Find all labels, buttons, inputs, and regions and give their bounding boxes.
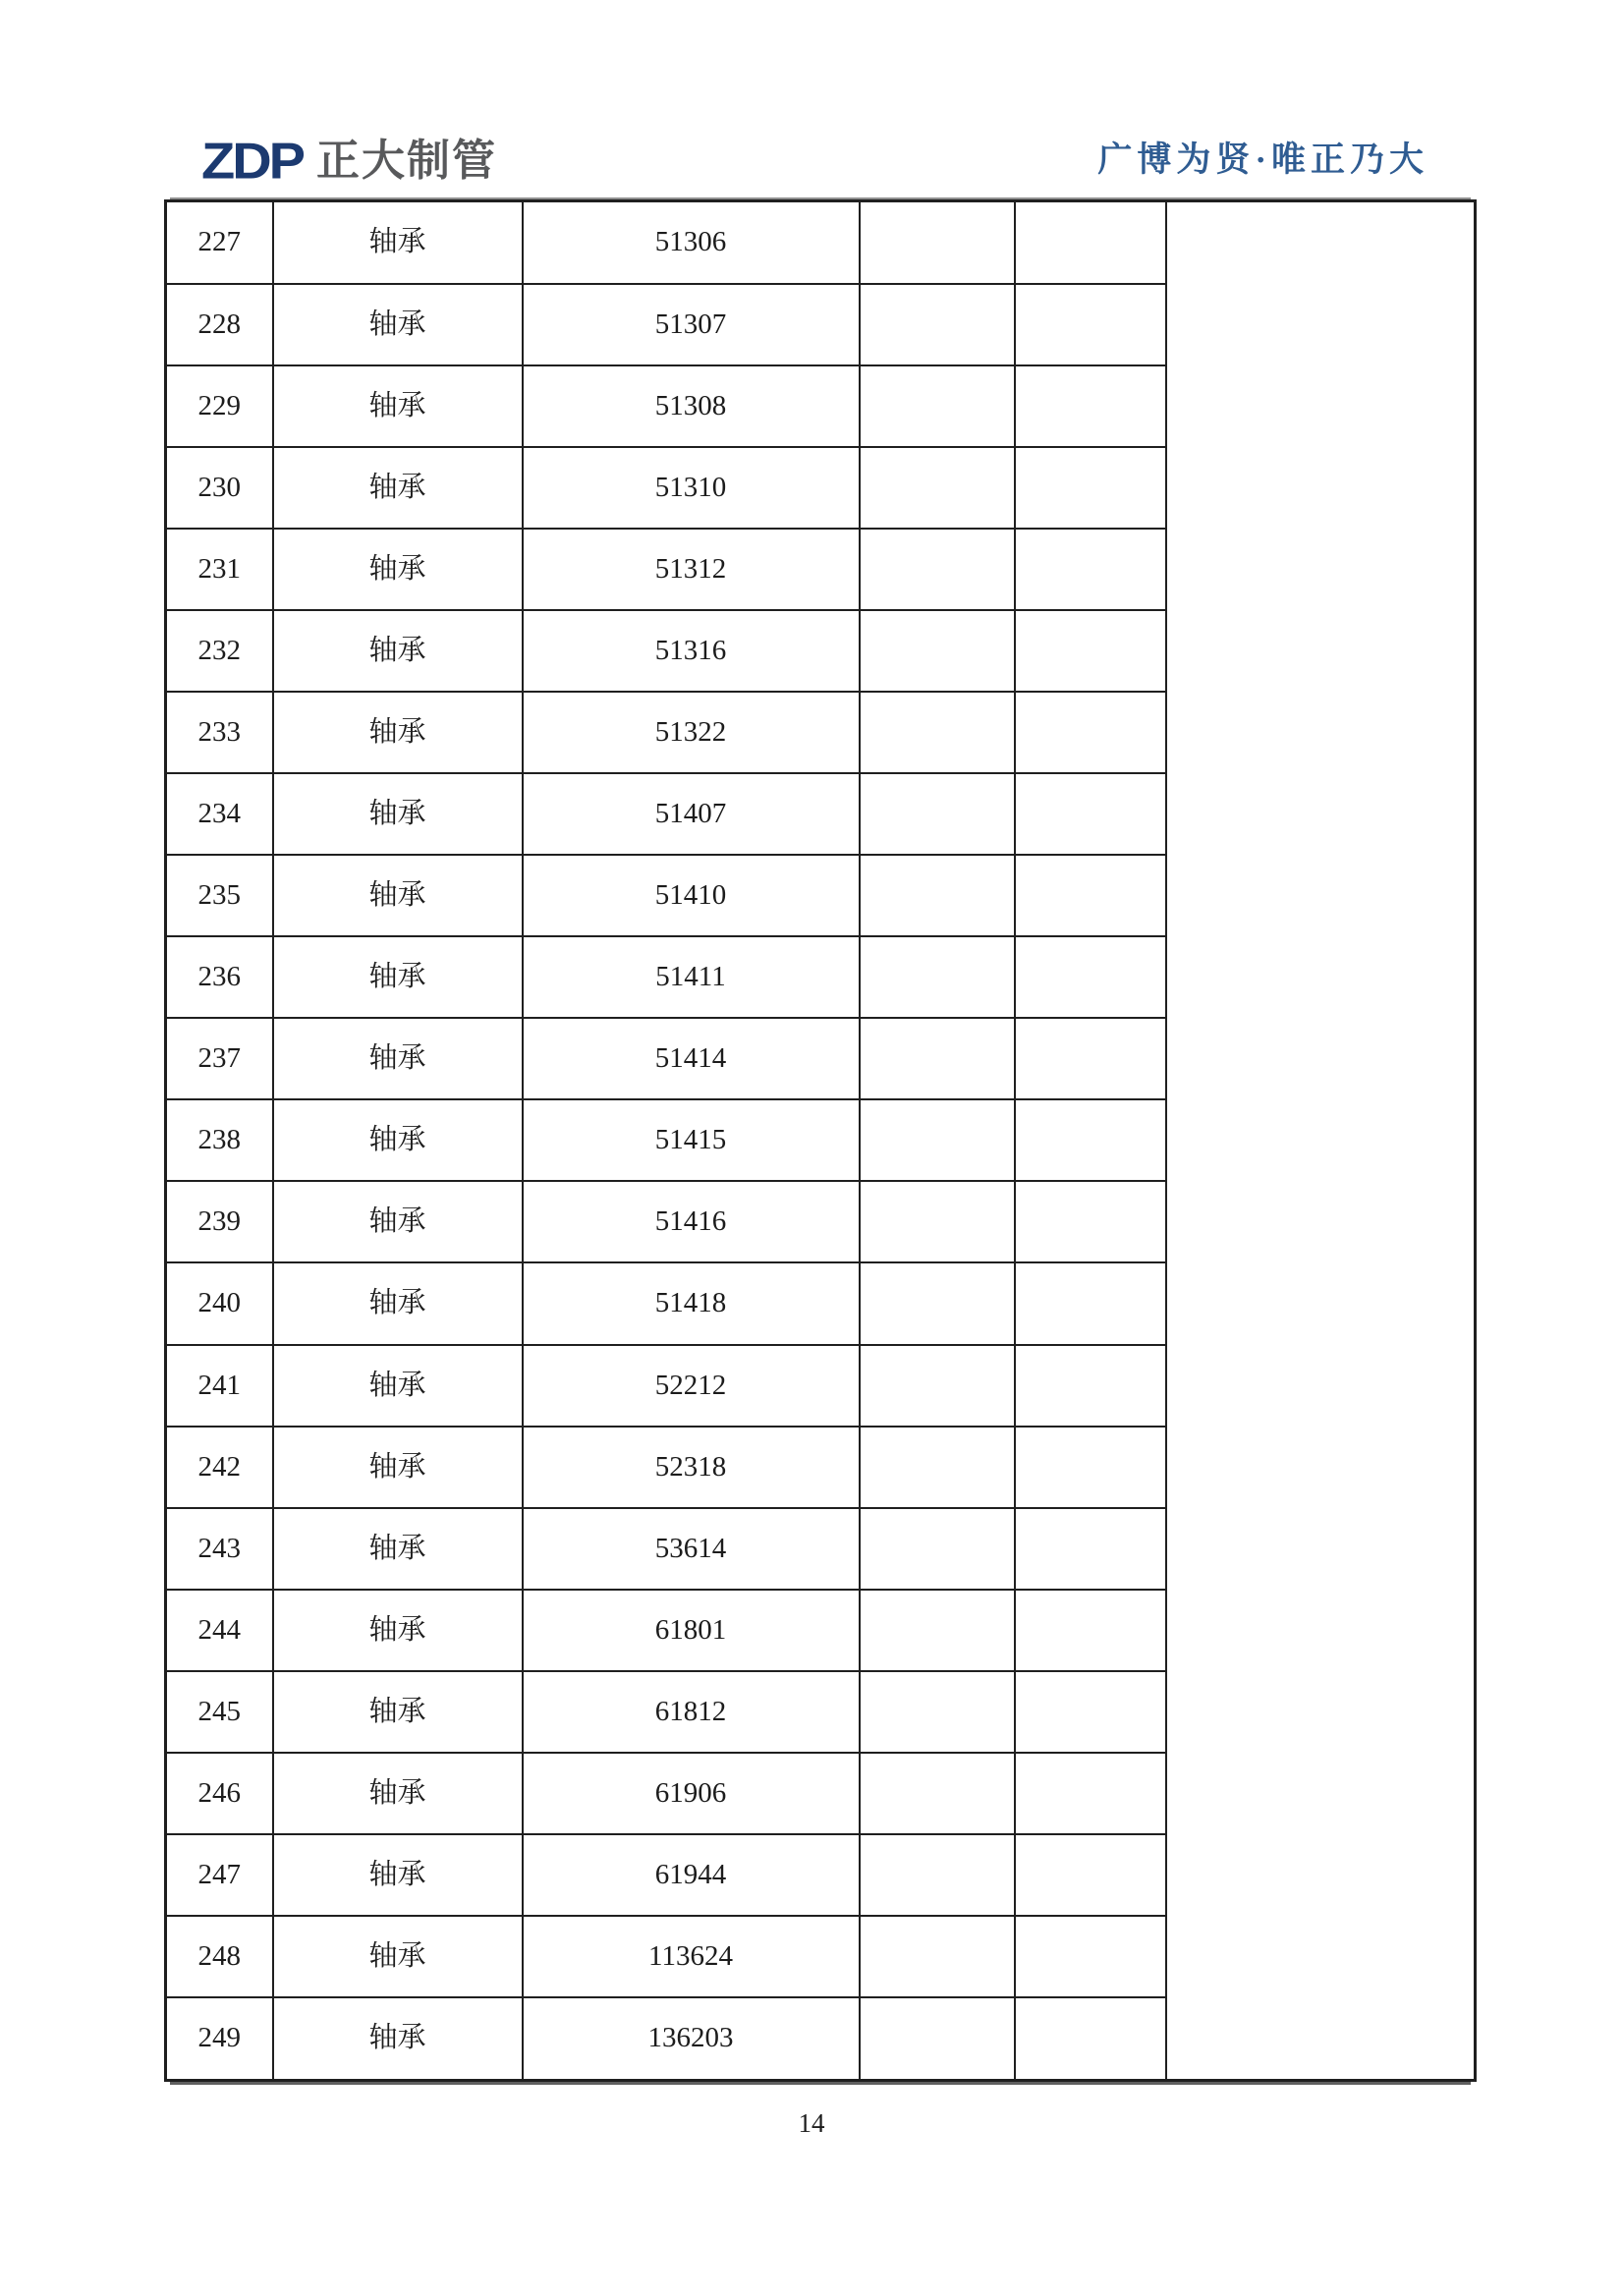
empty-cell bbox=[860, 1671, 1015, 1753]
model-number-cell: 51415 bbox=[523, 1099, 860, 1181]
row-number-cell: 246 bbox=[166, 1753, 273, 1834]
empty-cell bbox=[860, 529, 1015, 610]
item-name-cell: 轴承 bbox=[273, 692, 523, 773]
empty-cell bbox=[1015, 1916, 1166, 1997]
empty-cell bbox=[1015, 610, 1166, 692]
parts-table bbox=[164, 199, 1474, 2082]
empty-cell bbox=[1015, 1345, 1166, 1427]
empty-cell bbox=[860, 1181, 1015, 1262]
empty-cell bbox=[860, 1018, 1015, 1099]
model-number-cell: 61906 bbox=[523, 1753, 860, 1834]
row-number-cell: 228 bbox=[166, 284, 273, 365]
item-name-cell: 轴承 bbox=[273, 284, 523, 365]
row-number-cell: 240 bbox=[166, 1262, 273, 1344]
item-name-cell: 轴承 bbox=[273, 773, 523, 855]
model-number-cell: 51322 bbox=[523, 692, 860, 773]
model-number-cell: 51308 bbox=[523, 365, 860, 447]
model-number-cell: 51316 bbox=[523, 610, 860, 692]
model-number-cell: 51407 bbox=[523, 773, 860, 855]
model-number-cell: 52318 bbox=[523, 1427, 860, 1508]
item-name-cell: 轴承 bbox=[273, 1671, 523, 1753]
zdp-logo-icon: ZDP bbox=[201, 132, 303, 190]
empty-cell bbox=[1015, 1508, 1166, 1590]
row-number-cell: 243 bbox=[166, 1508, 273, 1590]
item-name-cell: 轴承 bbox=[273, 529, 523, 610]
page-number: 14 bbox=[798, 2108, 825, 2138]
empty-cell bbox=[1015, 365, 1166, 447]
model-number-cell: 51310 bbox=[523, 447, 860, 529]
item-name-cell: 轴承 bbox=[273, 365, 523, 447]
empty-cell bbox=[1015, 692, 1166, 773]
item-name-cell: 轴承 bbox=[273, 1997, 523, 2081]
empty-cell bbox=[860, 201, 1015, 284]
item-name-cell: 轴承 bbox=[273, 1508, 523, 1590]
row-number-cell: 244 bbox=[166, 1590, 273, 1671]
empty-cell bbox=[1015, 201, 1166, 284]
empty-cell bbox=[860, 284, 1015, 365]
empty-cell bbox=[1015, 773, 1166, 855]
empty-cell bbox=[860, 1997, 1015, 2081]
model-number-cell: 61812 bbox=[523, 1671, 860, 1753]
empty-cell bbox=[860, 1508, 1015, 1590]
item-name-cell: 轴承 bbox=[273, 936, 523, 1018]
empty-cell bbox=[1015, 284, 1166, 365]
model-number-cell: 51312 bbox=[523, 529, 860, 610]
empty-cell bbox=[1015, 1753, 1166, 1834]
empty-cell bbox=[1015, 1099, 1166, 1181]
row-number-cell: 242 bbox=[166, 1427, 273, 1508]
model-number-cell: 51410 bbox=[523, 855, 860, 936]
model-number-cell: 113624 bbox=[523, 1916, 860, 1997]
model-number-cell: 53614 bbox=[523, 1508, 860, 1590]
empty-cell bbox=[1015, 1181, 1166, 1262]
row-number-cell: 234 bbox=[166, 773, 273, 855]
row-number-cell: 238 bbox=[166, 1099, 273, 1181]
model-number-cell: 51411 bbox=[523, 936, 860, 1018]
table-body bbox=[166, 201, 1476, 2081]
model-number-cell: 51306 bbox=[523, 201, 860, 284]
empty-cell bbox=[860, 1834, 1015, 1916]
empty-cell bbox=[860, 1427, 1015, 1508]
model-number-cell: 51416 bbox=[523, 1181, 860, 1262]
row-number-cell: 241 bbox=[166, 1345, 273, 1427]
empty-cell bbox=[1015, 1671, 1166, 1753]
page-header bbox=[0, 0, 1623, 196]
row-number-cell: 247 bbox=[166, 1834, 273, 1916]
empty-cell bbox=[860, 1099, 1015, 1181]
item-name-cell: 轴承 bbox=[273, 1345, 523, 1427]
empty-cell bbox=[860, 610, 1015, 692]
empty-cell bbox=[860, 855, 1015, 936]
item-name-cell: 轴承 bbox=[273, 1262, 523, 1344]
company-logo bbox=[201, 134, 497, 189]
empty-cell bbox=[1015, 1018, 1166, 1099]
empty-cell bbox=[860, 1345, 1015, 1427]
row-number-cell: 231 bbox=[166, 529, 273, 610]
model-number-cell: 61801 bbox=[523, 1590, 860, 1671]
remarks-merged-cell bbox=[1166, 201, 1476, 2081]
model-number-cell: 51307 bbox=[523, 284, 860, 365]
item-name-cell: 轴承 bbox=[273, 855, 523, 936]
company-slogan: 广博为贤·唯正乃大 bbox=[1097, 140, 1428, 179]
row-number-cell: 227 bbox=[166, 201, 273, 284]
empty-cell bbox=[860, 447, 1015, 529]
empty-cell bbox=[1015, 1834, 1166, 1916]
model-number-cell: 51414 bbox=[523, 1018, 860, 1099]
empty-cell bbox=[860, 1590, 1015, 1671]
empty-cell bbox=[860, 365, 1015, 447]
empty-cell bbox=[1015, 447, 1166, 529]
row-number-cell: 235 bbox=[166, 855, 273, 936]
model-number-cell: 51418 bbox=[523, 1262, 860, 1344]
model-number-cell: 52212 bbox=[523, 1345, 860, 1427]
empty-cell bbox=[860, 773, 1015, 855]
row-number-cell: 237 bbox=[166, 1018, 273, 1099]
empty-cell bbox=[860, 1753, 1015, 1834]
row-number-cell: 230 bbox=[166, 447, 273, 529]
empty-cell bbox=[860, 1916, 1015, 1997]
row-number-cell: 236 bbox=[166, 936, 273, 1018]
item-name-cell: 轴承 bbox=[273, 1916, 523, 1997]
item-name-cell: 轴承 bbox=[273, 201, 523, 284]
row-number-cell: 233 bbox=[166, 692, 273, 773]
empty-cell bbox=[1015, 529, 1166, 610]
empty-cell bbox=[1015, 1997, 1166, 2081]
item-name-cell: 轴承 bbox=[273, 1834, 523, 1916]
row-number-cell: 245 bbox=[166, 1671, 273, 1753]
model-number-cell: 61944 bbox=[523, 1834, 860, 1916]
empty-cell bbox=[860, 692, 1015, 773]
empty-cell bbox=[1015, 1427, 1166, 1508]
item-name-cell: 轴承 bbox=[273, 1590, 523, 1671]
empty-cell bbox=[1015, 1262, 1166, 1344]
item-name-cell: 轴承 bbox=[273, 1099, 523, 1181]
row-number-cell: 232 bbox=[166, 610, 273, 692]
empty-cell bbox=[1015, 936, 1166, 1018]
item-name-cell: 轴承 bbox=[273, 1753, 523, 1834]
row-number-cell: 239 bbox=[166, 1181, 273, 1262]
item-name-cell: 轴承 bbox=[273, 610, 523, 692]
item-name-cell: 轴承 bbox=[273, 1181, 523, 1262]
item-name-cell: 轴承 bbox=[273, 1018, 523, 1099]
row-number-cell: 229 bbox=[166, 365, 273, 447]
item-name-cell: 轴承 bbox=[273, 1427, 523, 1508]
empty-cell bbox=[1015, 855, 1166, 936]
row-number-cell: 249 bbox=[166, 1997, 273, 2081]
row-number-cell: 248 bbox=[166, 1916, 273, 1997]
item-name-cell: 轴承 bbox=[273, 447, 523, 529]
table-row bbox=[166, 201, 1476, 284]
empty-cell bbox=[860, 936, 1015, 1018]
model-number-cell: 136203 bbox=[523, 1997, 860, 2081]
empty-cell bbox=[860, 1262, 1015, 1344]
empty-cell bbox=[1015, 1590, 1166, 1671]
company-name: 正大制管 bbox=[316, 137, 497, 185]
